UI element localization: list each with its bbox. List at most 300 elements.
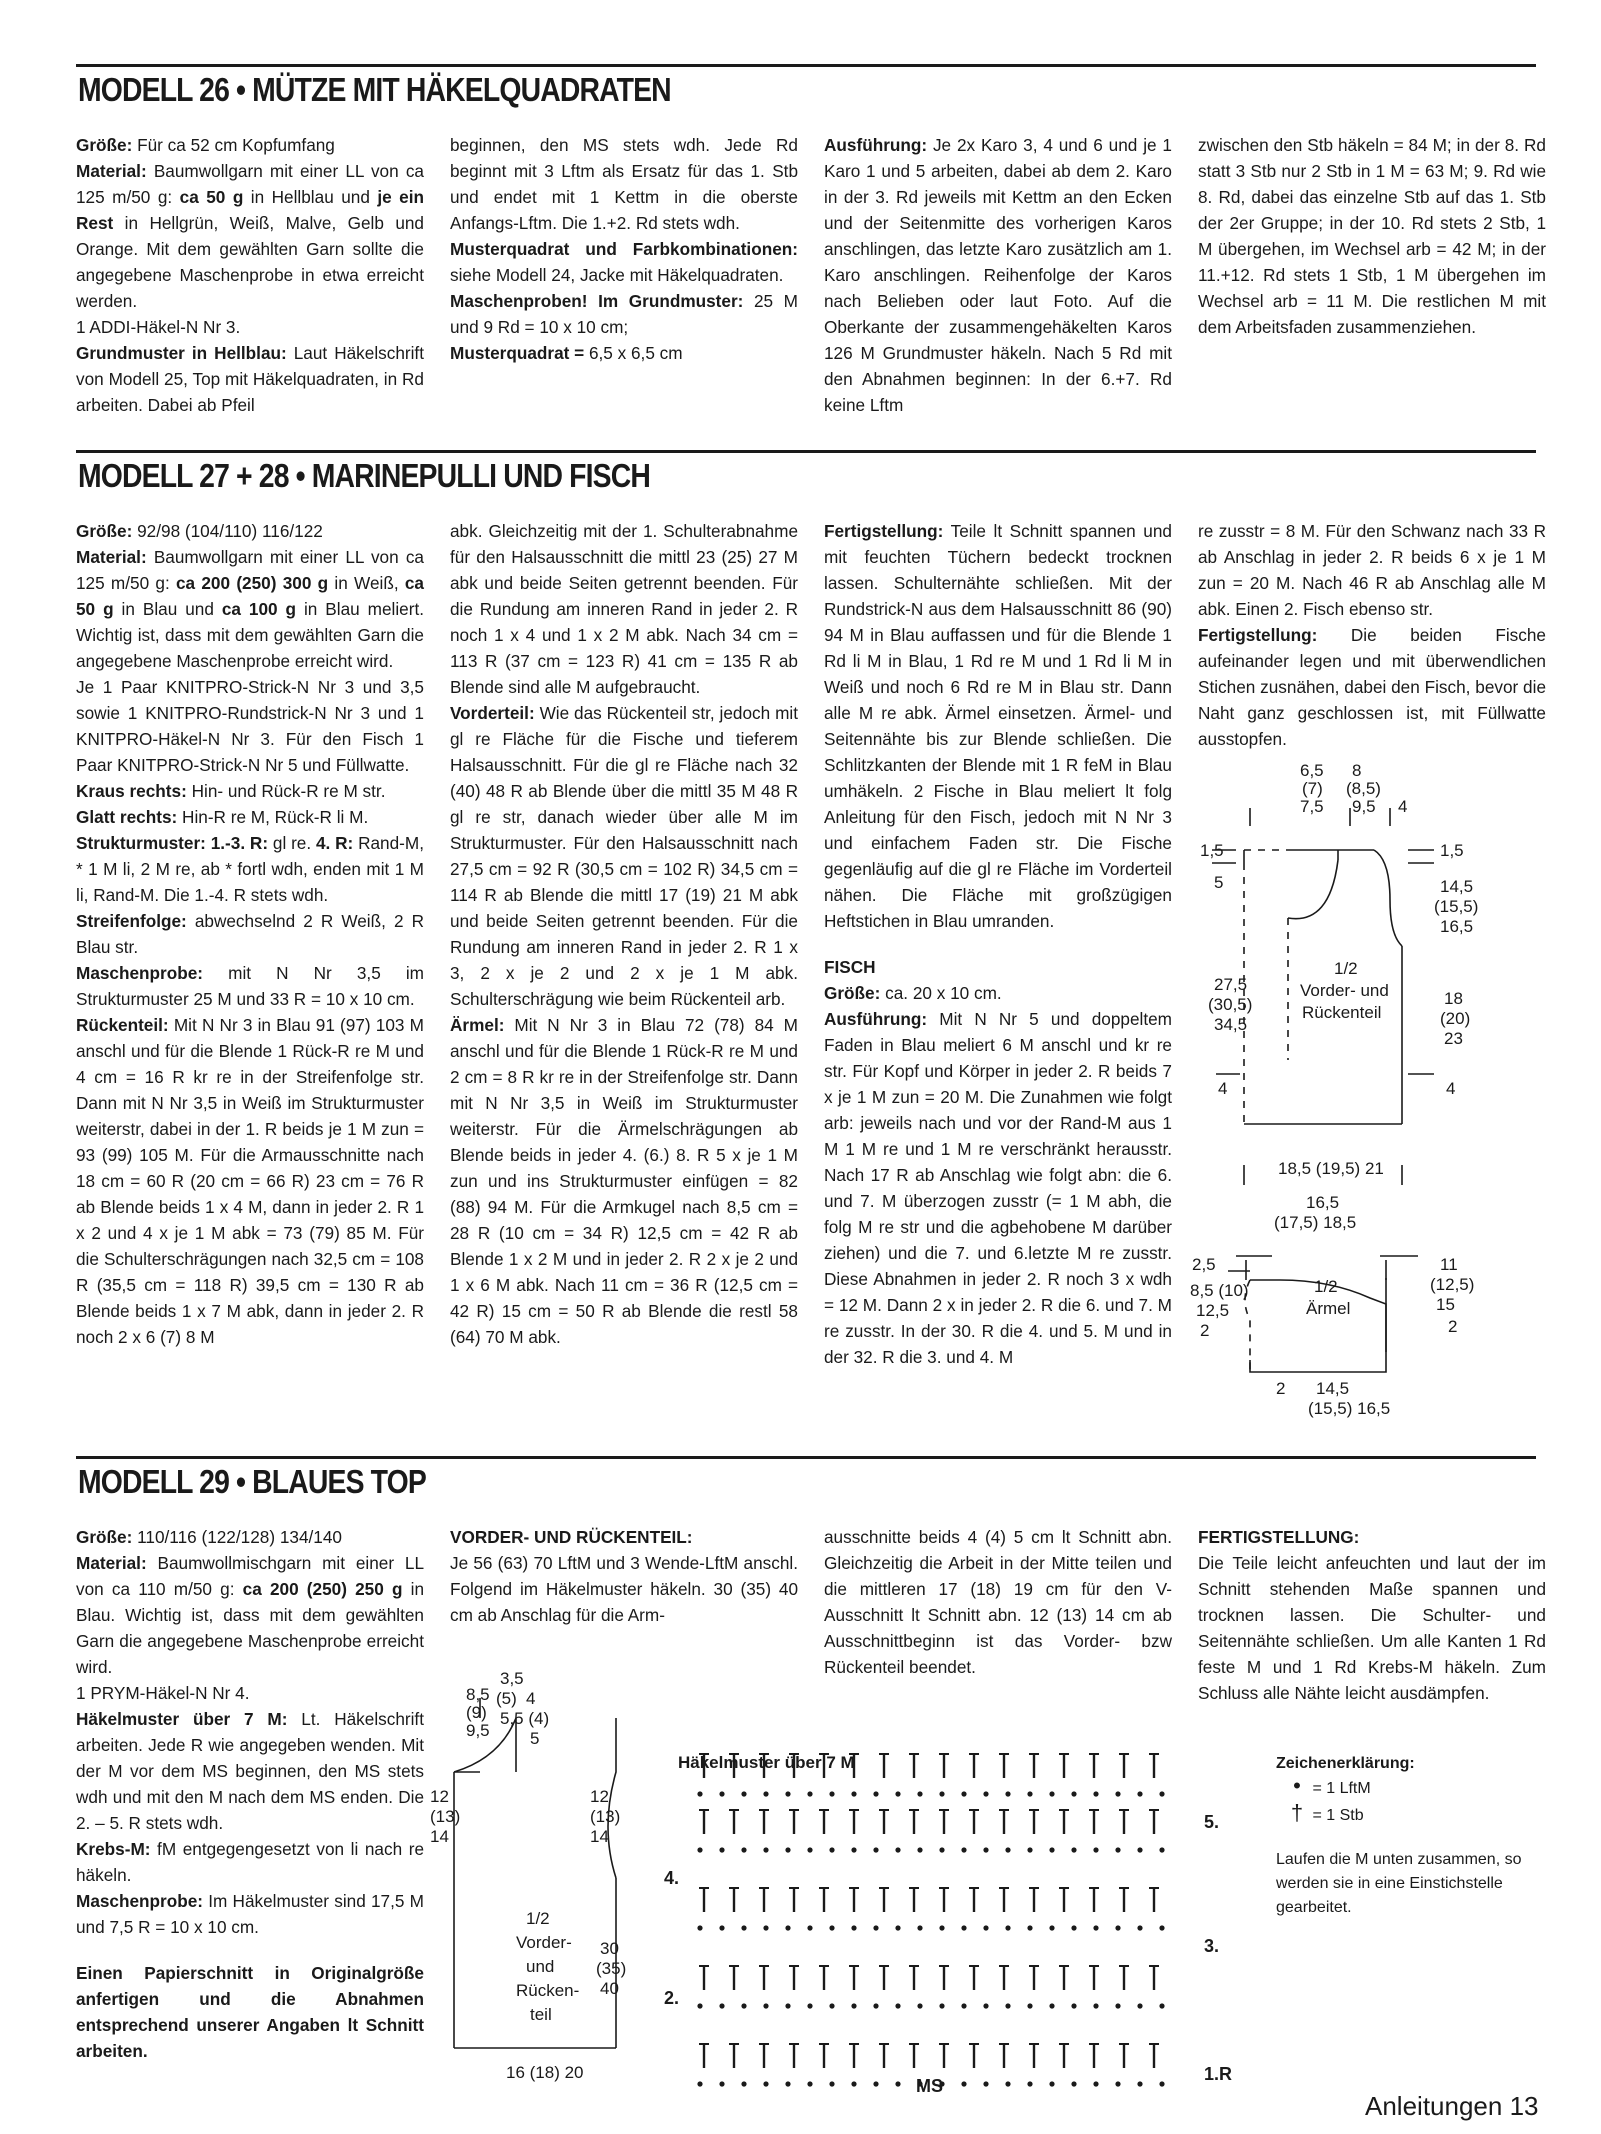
measure-label: (8,5) [1346,779,1381,798]
measure-label: 8 [1352,761,1362,780]
chain-stitch-icon [1071,2003,1076,2008]
chain-stitch-icon [851,1791,856,1796]
paragraph-text: Baumwollgarn mit einer LL von ca 125 m/50 g: [76,161,424,207]
paragraph-label: Material: [76,161,147,181]
chain-stitch-icon [917,1791,922,1796]
measure-label: (9) [466,1703,487,1722]
measure-label: 2 [1448,1317,1458,1336]
section-title: MODELL 29 • BLAUES TOP [78,1463,426,1500]
chain-stitch-icon [851,2003,856,2008]
chain-stitch-icon [1049,1847,1054,1852]
paragraph-text: abwechselnd 2 R Weiß, 2 R Blau str. [76,911,424,957]
paragraph [76,132,424,158]
paragraph-text: in Blau meliert. Wichtig ist, dass mit dem gewählten Garn die angegebene Maschenprobe erreicht wird. [76,599,425,671]
paragraph-text: in Hellblau und [243,187,378,207]
chain-stitch-icon [983,2003,988,2008]
paragraph-text: abk. Gleichzeitig mit der 1. Schulterabnahme für den Halsausschnitt die mittl 23 (25) 27 M abk und beide Seiten getrennt beenden. Für die Rundung am inneren Rand in jeder 2. R noch 1 x 4 und 1 x 2 M abk. Nach 34 cm = 113 R (37 cm = 123 R) 41 cm = 135 R ab Blende sind alle M aufgebraucht. [450,521,798,697]
text-column [824,132,1172,418]
chain-stitch-icon [1071,1925,1076,1930]
paragraph [76,1960,424,2064]
section-title: MODELL 27 + 28 • MARINEPULLI UND FISCH [78,457,651,494]
measure-label: 2 [1200,1321,1210,1340]
measure-label: 4 [1218,1079,1228,1098]
paragraph [450,340,798,366]
chain-stitch-icon [1159,2081,1164,2086]
piece-label: 1/2 [1334,959,1358,978]
measure-label: 1,5 [1440,841,1464,860]
chain-stitch-icon [917,1925,922,1930]
paragraph [450,1550,798,1628]
measure-label: 6,5 [1300,761,1324,780]
section-header-modell-27-28 [76,450,1536,499]
chain-stitch-icon [1115,2003,1120,2008]
measure-label: 11 [1440,1255,1458,1274]
chain-stitch-icon [961,1847,966,1852]
chain-stitch-icon [807,2081,812,2086]
paragraph-text: Im Häkelmuster sind 17,5 M und 7,5 R = 10 x 10 cm. [76,1891,424,1937]
paragraph-text: Rand-M, * 1 M li, 2 M re, ab * fortl wdh, enden mit 1 M li, Rand-M. Die 1.-4. R stets wdh. [76,833,424,905]
page-number: 13 [1509,2091,1539,2121]
chain-stitch-icon [785,2003,790,2008]
paragraph-gap [824,934,1172,954]
measure-label: 40 [600,1979,619,1998]
text-column [1198,1524,1546,1706]
paragraph-label: Material: [76,547,147,567]
legend-text: = 1 LftM [1312,1780,1371,1797]
paragraph-label: ca 100 g [221,599,297,619]
chain-stitch-icon [829,2003,834,2008]
chart-title: Häkelmuster über 7 M [678,1753,855,1772]
chain-stitch-icon [1027,1791,1032,1796]
chain-stitch-icon [763,1791,768,1796]
paragraph-label: Einen Papierschnitt in Originalgröße anfertigen und die Abnahmen entsprechend unserer Angaben lt Schnitt arbeiten. [76,1963,424,2061]
chain-stitch-icon [1049,2003,1054,2008]
measure-label: 27,5 [1214,975,1248,994]
row-label: 1.R [1204,2064,1233,2084]
chain-stitch-icon [807,1847,812,1852]
measure-label: (15,5) [1434,897,1479,916]
paragraph [76,1550,424,1680]
chain-stitch-icon [719,2081,724,2086]
chain-stitch-icon [917,1847,922,1852]
chain-stitch-icon [895,1847,900,1852]
chain-stitch-icon [895,1791,900,1796]
chain-stitch-icon [895,2081,900,2086]
measure-label: 14,5 [1316,1379,1350,1398]
section-header-modell-29 [76,1456,1536,1505]
paragraph-text: fM entgegengesetzt von li nach re häkeln. [76,1839,424,1885]
chain-stitch-icon [829,1791,834,1796]
paragraph [450,236,798,288]
chain-stitch-icon [939,1847,944,1852]
paragraph-text: Baumwollmischgarn mit einer LL von ca 110 m/50 g: [76,1553,424,1599]
paragraph-label: Grundmuster in Hellblau: [76,343,287,363]
measure-label: 12 [430,1787,449,1806]
piece-label: Vorder- und [1300,981,1389,1000]
chain-stitch-icon [873,2003,878,2008]
paragraph [450,132,798,236]
chain-stitch-icon [983,1791,988,1796]
chain-stitch-icon [1159,1925,1164,1930]
measure-label: (7) [1302,779,1323,798]
chain-stitch-icon [1049,1791,1054,1796]
legend-title: Zeichenerklärung: [1276,1755,1415,1772]
top-schematic [430,1668,650,2082]
text-column [1198,132,1546,340]
chain-stitch-icon [1137,1847,1142,1852]
chain-stitch-icon [1115,1847,1120,1852]
measure-label: 4 [1398,797,1408,816]
paragraph-text: 6,5 x 6,5 cm [584,343,683,363]
paragraph-label: Kraus rechts: [76,781,187,801]
schematic-lines [1190,760,1540,1400]
chain-stitch-icon [1093,2003,1098,2008]
measure-label: 2 [1276,1379,1286,1398]
piece-label: Rücken- [516,1981,580,2000]
paragraph [76,518,424,544]
piece-label: und [526,1957,555,1976]
paragraph [450,288,798,340]
paragraph [76,1012,424,1350]
paragraph-label: Maschenprobe: [76,963,204,983]
paragraph-text: beginnen, den MS stets wdh. Jede Rd beginnt mit 3 Lftm als Ersatz für das 1. Stb und endet mit 1 Kettm in die oberste Anfangs-Lftm. Die 1.+2. Rd stets wdh. [450,135,798,233]
paragraph-text: 1 ADDI-Häkel-N Nr 3. [76,317,241,337]
paragraph-text: siehe Modell 24, Jacke mit Häkelquadraten. [450,265,784,285]
chain-stitch-icon [741,1791,746,1796]
row-label: 5. [1204,1812,1220,1832]
paragraph-label: 4. R: [315,833,354,853]
chain-stitch-icon [741,2003,746,2008]
chain-stitch-icon [697,2081,702,2086]
measure-label: 5 [1214,873,1224,892]
measure-label: 30 [600,1939,619,1958]
paragraph-text: Mit N Nr 3 in Blau 72 (78) 84 M anschl und für die Blende 1 Rück-R re M und 2 cm = 8 R kr re in der Streifenfolge str. Dann mit N Nr 3,5 in Weiß im Strukturmuster weiterstr. Für die Ärmelschrägungen ab Blende beids in jeder 4. (6.) 8. R 5 x je 1 M zun und ins Strukturmuster einfügen = 82 (88) 94 M. Für die Armkugel nach 8,5 cm = 28 R (10 cm = 34 R) 12,5 cm = 42 R ab Blende 1 x 2 M und in jeder 2. R 2 x je 2 und 1 x 6 M abk. Nach 11 cm = 36 R (12,5 cm = 42 R) 15 cm = 50 R ab Blende die restl 58 (64) 70 M abk. [450,1015,798,1347]
chain-stitch-icon [741,1847,746,1852]
paragraph-label: ca 200 (250) 250 g [242,1579,403,1599]
paragraph [76,340,424,418]
measure-label: 7,5 [1300,797,1324,816]
legend-note: Laufen die M unten zusammen, so werden sie in eine Einstichstelle gearbeitet. [1276,1851,1522,1916]
paragraph-label: Rückenteil: [76,1015,169,1035]
measure-label: 8,5 (10) [1190,1281,1249,1300]
piece-label: Ärmel [1306,1299,1351,1318]
chain-stitch-icon [961,1925,966,1930]
paragraph-label: Glatt rechts: [76,807,178,827]
measure-label: 18,5 (19,5) 21 [1278,1159,1384,1178]
pullover-schematic [1190,760,1540,1418]
paragraph-text: Je 1 Paar KNITPRO-Strick-N Nr 3 und 3,5 sowie 1 KNITPRO-Rundstrick-N Nr 3 und 1 KNITPRO-Häkel-N Nr 3. Für den Fisch 1 Paar KNITPRO-Strick-N Nr 5 und Füllwatte. [76,677,424,775]
paragraph-text: Je 2x Karo 3, 4 und 6 und je 1 Karo 1 und 5 arbeiten, dabei ab dem 2. Karo in der 3. Rd jeweils mit Kettm an den Ecken und der Seitenmitte des vorherigen Karos anschlingen, das letzte Karo zusätzlich am 1. Karo anschlingen. Reihenfolge der Karos nach Belieben oder laut Foto. Auf die Oberkante der zusammengehäkelten Karos 126 M Grundmuster häkeln. Nach 5 Rd mit den Abnahmen beginnen: In der 6.+7. Rd keine Lftm [824,135,1172,415]
crochet-chart [660,1752,1233,2096]
measure-label: (5) [496,1689,517,1708]
measure-label: 14 [590,1827,609,1846]
paragraph [76,544,424,674]
text-column [450,1524,798,1628]
chain-stitch-icon [829,1847,834,1852]
chain-stitch-icon [719,1791,724,1796]
chain-stitch-icon [1005,2003,1010,2008]
paragraph [76,960,424,1012]
paragraph [76,804,424,830]
paragraph-text: gl re. [268,833,316,853]
measure-label: 9,5 [1352,797,1376,816]
chain-stitch-icon [785,1791,790,1796]
chain-stitch-icon [785,1847,790,1852]
paragraph-label: Maschenprobe: [76,1891,204,1911]
neckline [1288,860,1338,919]
paragraph-text: Die beiden Fische aufeinander legen und mit überwendlichen Stichen zusnähen, dabei den Fisch, bevor die Naht ganz geschlossen ist, mit Füllwatte ausstopfen. [1198,625,1546,749]
paragraph-label: Musterquadrat und Farbkombinationen: [450,239,798,259]
chain-stitch-icon [1027,2003,1032,2008]
chain-stitch-icon [1115,2081,1120,2086]
measure-label: 16,5 [1440,917,1474,936]
paragraph-text: Laut Häkelschrift von Modell 25, Top mit Häkelquadraten, in Rd arbeiten. Dabei ab Pfeil [76,343,424,415]
text-column [450,518,798,1350]
measure-label: 4 [526,1689,536,1708]
row-label: 2. [664,1988,680,2008]
measure-label: 16,5 [1306,1193,1340,1212]
chain-stitch-icon [1093,1847,1098,1852]
paragraph [824,954,1172,980]
paragraph [76,674,424,778]
chain-stitch-icon [851,1847,856,1852]
paragraph-text: Hin-R re M, Rück-R li M. [177,807,369,827]
paragraph [824,1524,1172,1680]
row-label: 3. [1204,1936,1220,1956]
paragraph-label: ca 200 (250) 300 g [176,573,329,593]
double-crochet-icon: † [1290,1800,1304,1825]
chain-stitch-icon [939,2003,944,2008]
piece-label: teil [530,2005,552,2024]
paragraph-label: Fertigstellung: [824,521,944,541]
chain-stitch-icon [851,2081,856,2086]
legend-text: = 1 Stb [1312,1807,1364,1824]
paragraph-text: in Hellgrün, Weiß, Malve, Gelb und Orange. Mit dem gewählten Garn sollte die angegebene Maschenprobe in etwa erreicht werden. [76,213,424,311]
measure-label: 14 [430,1827,449,1846]
repeat-label: MS [916,2076,943,2096]
text-column [824,518,1172,1370]
chain-stitch-icon [785,2081,790,2086]
paragraph-text: 92/98 (104/110) 116/122 [132,521,323,541]
paragraph-label: ca 50 g [76,573,424,619]
paragraph-text: Teile lt Schnitt spannen und mit feuchten Tüchern bedeckt trocknen lassen. Schulternähte schließen. Mit der Rundstrick-N aus dem Halsausschnitt 86 (90) 94 M in Blau auffassen und für die Blende 1 Rd li M in Blau, 1 Rd re M und 1 Rd li M in Weiß und noch 6 Rd re M in Blau str. Dann alle M re abk. Ärmel einsetzen. Ärmel- und Seitennähte bis zur Blende schließen. Die Schlitzkanten der Blende mit 1 R feM in Blau umhäkeln. 2 Fische in Blau meliert lt folg Anleitung für den Fisch, jedoch mit N Nr 3 und einfachem Faden str. Die Fische gegenläufig auf die gl re Fläche im Vorderteil nähen. Die Fläche mit großzügigen Heftstichen in Blau umranden. [824,521,1172,931]
measure-label: 15 [1436,1295,1455,1314]
chain-stitch-icon [763,2003,768,2008]
chain-stitch-icon [983,1925,988,1930]
chain-stitch-icon [719,2003,724,2008]
paragraph-text: in Weiß, [328,573,405,593]
paragraph-text: mit N Nr 3,5 im Strukturmuster 25 M und 33 R = 10 x 10 cm. [76,963,424,1009]
chain-stitch-icon [741,1925,746,1930]
paragraph-label: je ein Rest [76,187,425,233]
paragraph-label: Größe: [76,521,133,541]
chain-stitch-icon [917,2003,922,2008]
measure-label: 14,5 [1440,877,1474,896]
paragraph [1198,622,1546,752]
chain-stitch-icon [1005,1791,1010,1796]
chain-stitch-icon [1071,1847,1076,1852]
chain-stitch-icon [1071,1791,1076,1796]
chain-stitch-icon [719,1925,724,1930]
chain-stitch-icon [697,1791,702,1796]
chain-stitch-icon [1005,1925,1010,1930]
paragraph-text: Mit N Nr 5 und doppeltem Faden in Blau meliert 6 M anschl und kr re str. Für Kopf und Körper in jeder 2. R beids 7 x je 1 M zun = 20 M. Die Zunahmen wie folgt arb: jeweils nach und vor der Rand-M aus 1 M 1 M re und 1 M re verschränkt herausstr. Nach 17 R ab Anschlag wie folgt abn: die 6. und 7. M überzogen zusstr (= 1 M abh, die folg M re str und die agbehobene M darüber ziehen) und die 7. und 6.letzte M re zusstr. Diese Abnahmen in jeder 2. R noch 3 x wdh = 12 M. Dann 2 x in jeder 2. R die 6. und 7. M re zusstr. In der 30. R die 4. und 5. M und in der 32. R die 3. und 4. M [824,1009,1172,1367]
paragraph-label: VORDER- UND RÜCKENTEIL: [450,1527,693,1547]
paragraph-label: Größe: [824,983,881,1003]
row-label: 4. [664,1868,680,1888]
measure-label: (13) [430,1807,461,1826]
paragraph-text: in Blau. Wichtig ist, dass mit dem gewählten Garn die angegebene Maschenprobe erreicht wird. [76,1579,425,1677]
chain-stitch-icon [1049,1925,1054,1930]
measure-label: (15,5) 16,5 [1308,1399,1391,1418]
paragraph-label: Ausführung: [824,1009,928,1029]
chain-stitch-icon [961,2003,966,2008]
text-column [76,132,424,418]
legend-item-chain [1276,1773,1546,1801]
paragraph-label: Größe: [76,1527,133,1547]
chain-stitch-icon [983,2081,988,2086]
chain-stitch-icon [1159,1847,1164,1852]
paragraph-text: in Blau und [113,599,222,619]
chain-stitch-icon [939,1791,944,1796]
chain-stitch-icon [763,2081,768,2086]
measure-label: 5 [530,1729,540,1748]
paragraph-text: 1 PRYM-Häkel-N Nr 4. [76,1683,250,1703]
chain-stitch-icon [1027,1847,1032,1852]
measure-label: 4 [1446,1079,1456,1098]
chain-stitch-icon [1093,2081,1098,2086]
paragraph [76,778,424,804]
paragraph [76,1888,424,1940]
measure-label: 8,5 [466,1685,490,1704]
chain-stitch-icon [851,1925,856,1930]
chain-stitch-icon [1049,2081,1054,2086]
chain-stitch-icon [873,2081,878,2086]
text-column [76,518,424,1350]
paragraph [1198,1524,1546,1550]
paragraph-gap [76,1940,424,1960]
paragraph [76,158,424,314]
measure-label: (17,5) 18,5 [1274,1213,1357,1232]
piece-label: Rückenteil [1302,1003,1382,1022]
measure-label: (35) [596,1959,627,1978]
paragraph [76,1706,424,1836]
paragraph [824,518,1172,934]
chain-stitch-icon [697,1847,702,1852]
chain-stitch-icon [807,1791,812,1796]
chain-stitch-icon [763,1925,768,1930]
paragraph-label: Häkelmuster über 7 M: [76,1709,288,1729]
paragraph-text: ausschnitte beids 4 (4) 5 cm lt Schnitt abn. Gleichzeitig die Arbeit in der Mitte teilen und die mittleren 17 (18) 19 cm für den V-Ausschnitt lt Schnitt abn. 12 (13) 14 cm ab Ausschnittbeginn ist das Vorder- bzw Rückenteil beendet. [824,1527,1172,1677]
chain-stitch-icon [741,2081,746,2086]
measure-label: 12 [590,1787,609,1806]
chain-stitch-icon [873,1791,878,1796]
chain-stitch-icon [719,1847,724,1852]
legend-item-stb [1276,1801,1546,1828]
paragraph-text: zwischen den Stb häkeln = 84 M; in der 8. Rd statt 3 Stb nur 2 Stb in 1 M = 63 M; 9. Rd wie 8. Rd, dabei das einzelne Stb auf das 1. Stb der 2er Gruppe; in der 10. Rd stets 2 Stb, 1 M übergehen, im Wechsel arb = 42 M; in der 11.+12. Rd stets 1 Stb, 1 M übergehen im Wechsel arb = 11 M. Die restlichen M mit dem Arbeitsfaden zusammenziehen. [1198,135,1546,337]
chain-stitch-icon [1137,1925,1142,1930]
chain-stitch-icon [961,2081,966,2086]
measure-label: (30,5) [1208,995,1253,1014]
chain-stitch-icon [697,2003,702,2008]
paragraph-text: Wie das Rückenteil str, jedoch mit gl re Fläche für die Fische und tieferem Halsausschnitt. Für die gl re Fläche nach 32 (40) 48 R ab Blende über die mittl 35 M 48 R gl re str, danach wieder über alle M im Strukturmuster. Für den Halsausschnitt nach 27,5 cm = 92 R (30,5 cm = 102 R) 34,5 cm = 114 R ab Blende die mittl 17 (19) 21 M abk und beide Seiten getrennt beenden. Für die Rundung am inneren Rand in jeder 2. R 1 x 3, 2 x je 2 und 2 x je 1 M abk. Schulterschrägung wie beim Rückenteil arb. [450,703,798,1009]
measure-label: 2,5 [1192,1255,1216,1274]
measure-label: 12,5 [1196,1301,1230,1320]
footer-label: Anleitungen [1365,2091,1503,2121]
chain-stitch-icon [1115,1791,1120,1796]
piece-label: 1/2 [526,1909,550,1928]
paragraph [1198,1550,1546,1706]
paragraph-text: Baumwollgarn mit einer LL von ca 125 m/50 g: [76,547,424,593]
paragraph-label: Ärmel: [450,1015,505,1035]
chain-stitch-icon [1159,2003,1164,2008]
chain-stitch-icon [807,1925,812,1930]
paragraph-text: Mit N Nr 3 in Blau 91 (97) 103 M anschl und für die Blende 1 Rück-R re M und 4 cm = 16 R kr re in der Streifenfolge str. Dann mit N Nr 3,5 in Weiß im Strukturmuster weiterstr, dabei in der 1. R beids je 1 M zun = 93 (99) 105 M. Für die Armausschnitte nach 18 cm = 60 R (20 cm = 66 R) 23 cm = 76 R ab Blende beids 1 x 4 M, dann in jeder 2. R 1 x 2 und 4 x je 1 M abk = 73 (79) 85 M. Für die Schulterschrägungen nach 32,5 cm = 108 R (35,5 cm = 118 R) 39,5 cm = 130 R ab Blende beids 1 x 7 M abk, dann in jeder 2. R noch 2 x 6 (7) 8 M [76,1015,424,1347]
chain-stitch-icon [697,1925,702,1930]
paragraph-text: Lt. Häkelschrift arbeiten. Jede R wie angegeben wenden. Mit der M vor dem MS beginnen, den MS stets wdh und mit den M nach dem MS enden. Die 2. – 5. R stets wdh. [76,1709,424,1833]
paragraph-label: Ausführung: [824,135,928,155]
chain-stitch-icon [829,2081,834,2086]
measure-label: 1,5 [1200,841,1224,860]
paragraph-label: Größe: [76,135,133,155]
crochet-symbols [660,1752,1180,2092]
paragraph-label: Fertigstellung: [1198,625,1318,645]
paragraph [450,700,798,1012]
chain-stitch-icon [807,2003,812,2008]
measure-label: (12,5) [1430,1275,1475,1294]
paragraph [76,830,424,908]
page-footer [1365,2091,1539,2122]
chain-stitch-icon [983,1847,988,1852]
paragraph-text: 25 M und 9 Rd = 10 x 10 cm; [450,291,798,337]
paragraph-label: Vorderteil: [450,703,535,723]
paragraph [76,314,424,340]
paragraph-text: ca. 20 x 10 cm. [880,983,1002,1003]
paragraph [450,1524,798,1550]
legend [1276,1752,1546,1920]
paragraph-text: re zusstr = 8 M. Für den Schwanz nach 33 R ab Anschlag in jeder 2. R beids 6 x je 1 M zun = 20 M. Nach 46 R ab Anschlag alle M abk. Einen 2. Fisch ebenso str. [1198,521,1546,619]
chain-stitch-icon [1137,1791,1142,1796]
paragraph-label: Streifenfolge: [76,911,187,931]
paragraph [76,1524,424,1550]
text-column [76,1524,424,2064]
paragraph [76,1836,424,1888]
chain-stitch-icon [763,1847,768,1852]
chain-stitch-icon [1005,1847,1010,1852]
paragraph-label: Material: [76,1553,147,1573]
chain-stitch-icon [1027,2081,1032,2086]
chain-stitch-icon [895,1925,900,1930]
paragraph-text: 110/116 (122/128) 134/140 [132,1527,342,1547]
paragraph [1198,132,1546,340]
chain-stitch-icon [939,1925,944,1930]
chain-stitch-icon [1093,1925,1098,1930]
text-column [450,132,798,366]
chain-stitch-icon [895,2003,900,2008]
chain-stitch-icon [1159,1791,1164,1796]
measure-label: 16 (18) 20 [506,2063,584,2082]
chain-stitch-icon [1137,2003,1142,2008]
chain-stitch-icon: • [1293,1773,1301,1798]
measure-label: 18 [1444,989,1463,1008]
paragraph-text: Für ca 52 cm Kopfumfang [132,135,335,155]
chain-stitch-icon [1093,1791,1098,1796]
paragraph-label: Maschenproben! Im Grundmuster: [450,291,744,311]
measure-label: 3,5 [500,1669,524,1688]
paragraph-label: Musterquadrat = [450,343,585,363]
paragraph-label: ca 50 g [179,187,244,207]
paragraph-label: FERTIGSTELLUNG: [1198,1527,1360,1547]
